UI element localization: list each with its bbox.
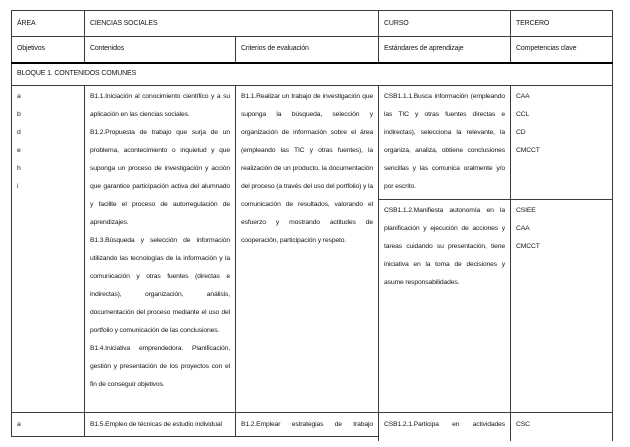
col-header-criterios: Criterios de evaluación: [236, 37, 379, 63]
b15-contenido-cell: [85, 413, 236, 437]
b15-criterio: B1.2.Emplear estrategias de trabajo: [241, 421, 374, 428]
area-value-cell: CIENCIAS SOCIALES: [85, 11, 379, 37]
bloque-title: BLOQUE 1. CONTENIDOS COMUNES: [12, 63, 613, 86]
b15-objetivo: a: [17, 421, 21, 428]
contenidos-paragraphs: B1.1.Iniciación al conocimiento científico y a su aplicación en las ciencias sociales. B1.2.Propuesta de trabajo que surja de un problema, acontecimiento o inquietud y que suponga un proceso de investigación y acción que garantice participación activa del alumnado y facilite el proceso de autorregulación de aprendizajes. B1.3.Búsqueda y selección de información utilizando las tecnologías de la información y la comunicación y otras fuentes (directas e indirectas), organización, análisis, documentación del proceso mediante el uso del portfolio y comunicación de las conclusiones. B1.4.Iniciativa emprendedora. Planificación, gestión y presentación de los proyectos con el fin de conseguir objetivos.: [90, 93, 230, 388]
column-header-row: [12, 37, 613, 63]
curriculum-table: [11, 10, 613, 441]
estandar-b-text: CSB1.1.2.Manifiesta autonomía en la planificación y ejecución de acciones y tareas cuidando su presentación, tiene iniciativa en la toma de decisiones y asume responsabilidades.: [384, 207, 506, 287]
block1-criterios-cell: [236, 86, 379, 413]
row-b15: [12, 413, 613, 437]
competencias-a-list: CAA CCL CD CMCCT: [516, 93, 540, 154]
col-header-estandares: Estándares de aprendizaje: [379, 37, 511, 63]
cutoff-border-stub-row: [12, 437, 613, 441]
col-header-competencias: Competencias clave: [511, 37, 613, 63]
table-title-row: [12, 11, 613, 37]
b15-competencia: CSC: [516, 421, 530, 429]
block1-objetivos-cell: [12, 86, 85, 413]
col-header-contenidos: Contenidos: [85, 37, 236, 63]
block1-competencias-b-cell: [511, 200, 613, 413]
b15-criterio-cell: [236, 413, 379, 437]
block1-contenidos-cell: [85, 86, 236, 413]
curso-label-cell: CURSO: [379, 11, 511, 37]
competencias-b-list: CSIEE CAA CMCCT: [516, 207, 540, 251]
estandar-a-text: CSB1.1.1.Busca información (empleando las TIC y otras fuentes directas e indirectas), selecciona la relevante, la organiza, analiza, obtiene conclusiones sencillas y las comunica oralmente y/o por escrito.: [384, 93, 506, 190]
block1-estandar-a-cell: [379, 86, 511, 200]
area-label-cell: ÁREA: [12, 11, 85, 37]
b15-estandar-cell: [379, 413, 511, 437]
bloque-row: [12, 63, 613, 86]
b15-objetivo-cell: [12, 413, 85, 437]
objetivos-letter-list: a b d e h i: [17, 93, 21, 190]
b15-contenido: B1.5.Empleo de técnicas de estudio individual: [90, 421, 222, 428]
b15-estandar: CSB1.2.1.Participa en actividades: [384, 421, 506, 429]
block1-estandar-b-cell: [379, 200, 511, 413]
curso-value-cell: TERCERO: [511, 11, 613, 37]
criterios-paragraphs: B1.1.Realizar un trabajo de investigación que suponga la búsqueda, selección y organización de información sobre el área (empleando las TIC y otras fuentes), la realización de un producto, la documentación del proceso (a través del uso del portfolio) y la comunicación de resultados, valorando el esfuerzo y mostrando actitudes de cooperación, participación y respeto.: [241, 93, 374, 244]
col-header-objetivos: Objetivos: [12, 37, 85, 63]
b15-competencia-cell: [511, 413, 613, 437]
block1-competencias-a-cell: [511, 86, 613, 200]
block1-row-upper: [12, 86, 613, 200]
